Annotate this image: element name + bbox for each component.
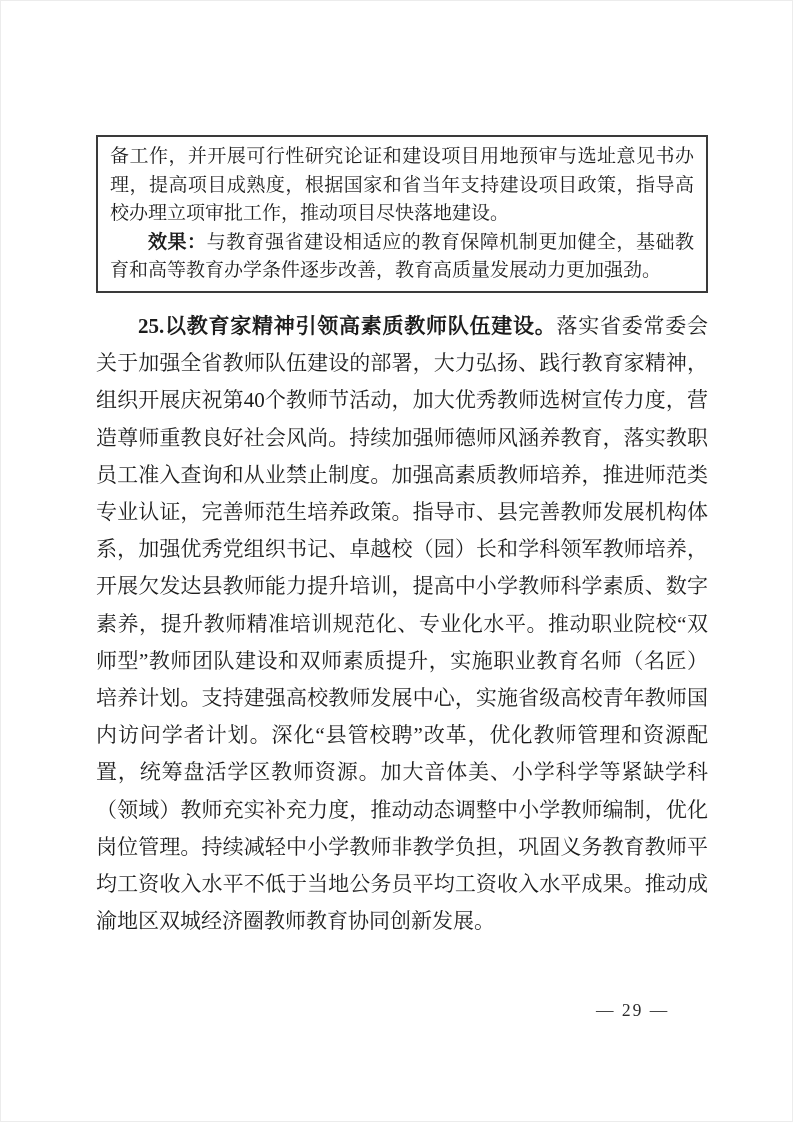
page-number: — 29 — — [596, 1000, 670, 1020]
box-continuation-text: 备工作，并开展可行性研究论证和建设项目用地预审与选址意见书办理，提高项目成熟度，根据国家和省当年支持建设项目政策，指导高校办理立项审批工作，推动项目尽快落地建设。 — [110, 146, 694, 224]
item-25-lead: 25.以教育家精神引领高素质教师队伍建设。 — [138, 314, 557, 338]
item-25-text: 落实省委常委会关于加强全省教师队伍建设的部署，大力弘扬、践行教育家精神，组织开展庆祝第40个教师节活动，加大优秀教师选树宣传力度，营造尊师重教良好社会风尚。持续加强师德师风涵养教育，落实教职员工准入查询和从业禁止制度。加强高素质教师培养，推进师范类专业认证，完善师范生培养政策。指导市、县完善教师发展机构体系，加强优秀党组织书记、卓越校（园）长和学科领军教师培养，开展欠发达县教师能力提升培训，提高中小学教师科学素质、数字素养，提升教师精准培训规范化、专业化水平。推动职业院校“双师型”教师团队建设和双师素质提升，实施职业教育名师（名匠）培养计划。支持建强高校教师发展中心，实施省级高校青年教师国内访问学者计划。深化“县管校聘”改革，优化教师管理和资源配置，统筹盘活学区教师资源。加大音体美、小学科学等紧缺学科（领域）教师充实补充力度，推动动态调整中小学教师编制，优化岗位管理。持续减轻中小学教师非教学负担，巩固义务教育教师平均工资收入水平不低于当地公务员平均工资收入水平成果。推动成渝地区双城经济圈教师教育协同创新发展。 — [96, 314, 708, 934]
effect-label: 效果： — [148, 231, 207, 253]
item-25-paragraph — [96, 308, 708, 940]
box-continuation-paragraph — [110, 143, 694, 229]
box-effect-paragraph — [110, 229, 694, 286]
summary-box — [96, 135, 708, 293]
effect-text: 与教育强省建设相适应的教育保障机制更加健全，基础教育和高等教育办学条件逐步改善，教育高质量发展动力更加强劲。 — [110, 231, 694, 281]
